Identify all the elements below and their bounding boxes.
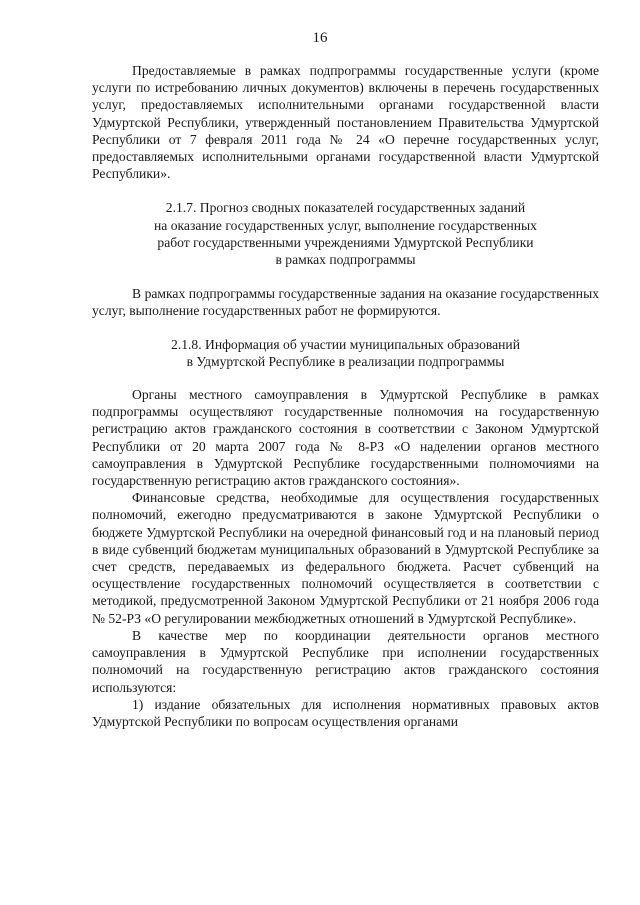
paragraph-services-list: Предоставляемые в рамках подпрограммы государственные услуги (кроме услуги по истребованию личных документов) включены в перечень государственных услуг, предоставляемых исполнительными органами государственной власти Удмуртской Республики, утвержденный постановлением Правительства Удмуртской Республики от 7 февраля 2011 года № 24 «О перечне государственных услуг, предоставляемых исполнительными органами государственной власти Удмуртской Республики».	[92, 63, 599, 182]
heading-line: 2.1.8. Информация об участии муниципальных образований	[171, 336, 520, 352]
spacer	[92, 182, 599, 199]
heading-line: в рамках подпрограммы	[275, 252, 416, 268]
page-number: 16	[312, 30, 328, 46]
spacer	[92, 320, 599, 336]
spacer	[92, 370, 599, 386]
document-body	[92, 62, 599, 730]
list-item-1: 1) издание обязательных для исполнения нормативных правовых актов Удмуртской Республики по вопросам осуществления органами	[92, 696, 599, 729]
paragraph-coordination-measures: В качестве мер по координации деятельности органов местного самоуправления в Удмуртской Республике при исполнении государственных полномочий на государственную регистрацию актов гражданского состояния используются:	[92, 627, 599, 695]
heading-line: в Удмуртской Республике в реализации подпрограммы	[186, 353, 505, 369]
paragraph-state-tasks: В рамках подпрограммы государственные задания на оказание государственных услуг, выполнение государственных работ не формируются.	[92, 286, 599, 319]
paragraph-local-authorities: Органы местного самоуправления в Удмуртской Республике в рамках подпрограммы осуществляют государственные полномочия на государственную регистрацию актов гражданского состояния в соответствии с Законом Удмуртской Республики от 20 марта 2007 года № 8-РЗ «О наделении органов местного самоуправления в Удмуртской Республике государственными полномочиями на государственную регистрацию актов гражданского состояния».	[92, 387, 599, 489]
heading-line: работ государственными учреждениями Удмуртской Республики	[157, 234, 534, 250]
section-heading-2-1-7	[92, 199, 599, 268]
heading-line: 2.1.7. Прогноз сводных показателей государственных заданий	[165, 200, 526, 216]
section-heading-2-1-8	[92, 336, 599, 370]
paragraph-financing: Финансовые средства, необходимые для осуществления государственных полномочий, ежегодно предусматриваются в законе Удмуртской Республики о бюджете Удмуртской Республики на очередной финансовый год и на плановый период в виде субвенций бюджетам муниципальных образований в Удмуртской Республике за счет средств, передаваемых из федерального бюджета. Расчет субвенций на осуществление государственных полномочий осуществляется в соответствии с методикой, предусмотренной Законом Удмуртской Республики от 21 ноября 2006 года № 52-РЗ «О регулировании межбюджетных отношений в Удмуртской Республике».	[92, 490, 599, 626]
heading-line: на оказание государственных услуг, выполнение государственных	[154, 217, 537, 233]
spacer	[92, 268, 599, 285]
